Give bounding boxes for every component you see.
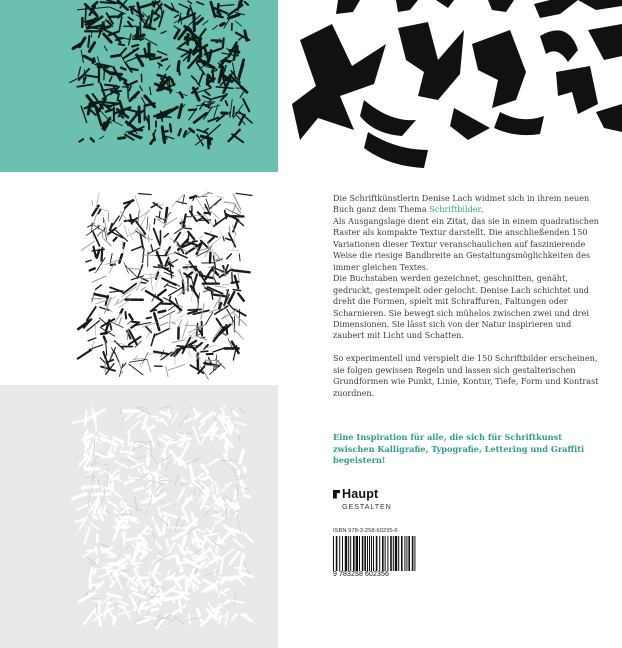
blurb-intro-text: Die Schriftkünstlerin Denise Lach widmet sich in ihrem neuen Buch ganz dem Thema bbox=[333, 193, 590, 215]
embossed-paper-calligraphy-image bbox=[0, 385, 278, 648]
back-cover-blurb bbox=[333, 193, 603, 410]
teal-calligraphy-image bbox=[0, 0, 278, 172]
blurb-intro-period: . bbox=[480, 204, 484, 215]
hatched-calligraphy-image bbox=[0, 172, 278, 385]
barcode-digits: 9 783258 602356 bbox=[331, 571, 423, 578]
haupt-logo-icon bbox=[333, 490, 340, 499]
teal-calligraphy-strokes bbox=[0, 0, 278, 172]
bold-cut-letters-image bbox=[278, 0, 622, 172]
isbn-label: ISBN 978-3-258-60235-6 bbox=[333, 528, 398, 534]
publisher-name: Haupt bbox=[342, 487, 379, 501]
tagline: Eine Inspiration für alle, die sich für Schriftkunst zwischen Kalligrafie, Typografie, Lettering und Graffiti begeistern! bbox=[333, 432, 585, 466]
publisher-imprint: GESTALTEN bbox=[342, 502, 392, 511]
blurb-intro-text-3: Die Buchstaben werden gezeichnet, geschnitten, genäht, gedruckt, gestempelt oder gelocht. Denise Lach schichtet und dreht die Formen, spielt mit Schraffuren, Faltungen oder Scharnieren. Sie bewegt sich mühelos zwischen zwei und drei Dimensionen. Sie lässt sich von der Natur inspirieren und zaubert mit Licht und Schatten. bbox=[333, 273, 589, 341]
book-title-highlight: Schriftbilder bbox=[429, 204, 481, 215]
bold-letter-shapes bbox=[278, 0, 622, 172]
hatched-calligraphy-strokes bbox=[0, 172, 278, 385]
publisher-logo bbox=[333, 487, 392, 511]
blurb-intro-text-2: Als Ausgangslage dient ein Zitat, das sie in einem quadratischen Raster als kompakte Textur darstellt. Die anschließenden 150 Variationen dieser Textur veranschaulichen auf faszinierende Weise die riesige Bandbreite an Gestaltungsmöglichkeiten des immer gleichen Textes. bbox=[333, 215, 600, 272]
paper-calligraphy-strokes bbox=[0, 385, 278, 648]
blurb-paragraph-2: So experimentell und verspielt die 150 Schriftbilder erscheinen, sie folgen gewissen Regeln und lassen sich gestalterischen Grundformen wie Punkt, Linie, Kontur, Tiefe, Form und Kontrast zuordnen. bbox=[333, 353, 599, 398]
blurb-paragraph-1 bbox=[333, 193, 603, 342]
